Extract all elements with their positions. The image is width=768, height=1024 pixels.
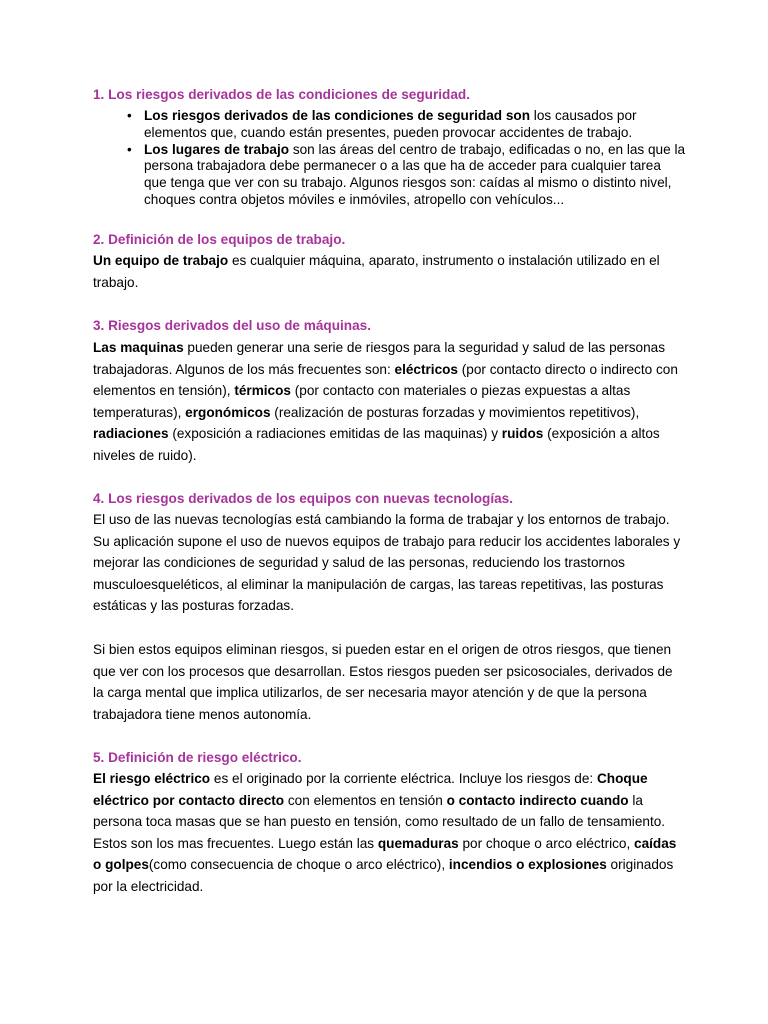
bold-term: ergonómicos xyxy=(185,404,271,420)
list-item xyxy=(126,108,686,142)
section-5-paragraph: El riesgo eléctrico es el originado por la corriente eléctrica. Incluye los riesgos de: Choque eléctrico por contacto directo con elementos en tensión o contacto indirecto cuando la persona toca masas que se han puesto en tensión, como resultado de un fallo de tensamiento. Estos son los mas frecuentes. Luego están las quemaduras por choque o arco eléctrico, caídas o golpes(como consecuencia de choque o arco eléctrico), incendios o explosiones originados por la electricidad. xyxy=(93,771,677,894)
bold-term: El riesgo eléctrico xyxy=(93,771,211,786)
bold-term: Los lugares de trabajo xyxy=(144,141,290,157)
section-3-paragraph: Las maquinas pueden generar una serie de riesgos para la seguridad y salud de las personas trabajadoras. Algunos de los más frecuentes son: eléctricos (por contacto directo o indirecto con elementos en tensión), térmicos (por contacto con materiales o piezas expuestas a altas temperaturas), ergonómicos (realización de posturas forzadas y movimientos repetitivos), radiaciones (exposición a radiaciones emitidas de las maquinas) y ruidos (exposición a altos niveles de ruido). xyxy=(93,340,678,463)
bold-term: o contacto indirecto cuando xyxy=(446,792,629,808)
bold-term: caídas o golpes xyxy=(93,835,677,873)
bold-term: Un equipo de trabajo xyxy=(93,253,229,268)
bullet-text: Los lugares de trabajo son las áreas del centro de trabajo, edificadas o no, en las que la persona trabajadora debe permanecer o a las que ha de acceder para cualquier tarea que tenga que ver con su trabajo. Algunos riesgos son: caídas al mismo o distinto nivel, choques contra objetos móviles e inmóviles, atropello con vehículos... xyxy=(144,141,686,207)
bold-term: radiaciones xyxy=(93,426,169,442)
bullet-icon: • xyxy=(127,141,132,157)
bullet-text: Los riesgos derivados de las condiciones de seguridad son los causados por elementos que, cuando están presentes, pueden provocar accidentes de trabajo. xyxy=(144,108,637,140)
bold-term: Choque eléctrico por contacto directo xyxy=(93,771,648,808)
section-1-bullet-list xyxy=(126,108,686,209)
section-1-heading: 1. Los riesgos derivados de las condiciones de seguridad. xyxy=(93,87,470,102)
section-4-heading: 4. Los riesgos derivados de los equipos con nuevas tecnologías. xyxy=(93,491,514,506)
bold-term: Los riesgos derivados de las condiciones de seguridad son xyxy=(144,108,531,123)
bold-term: térmicos xyxy=(234,383,291,399)
list-item xyxy=(126,142,686,209)
section-2-heading: 2. Definición de los equipos de trabajo. xyxy=(93,232,346,247)
bold-term: incendios o explosiones xyxy=(448,857,607,873)
section-3-heading: 3. Riesgos derivados del uso de máquinas. xyxy=(93,318,372,333)
bold-term: Las maquinas xyxy=(93,340,184,355)
section-5-heading: 5. Definición de riesgo eléctrico. xyxy=(93,750,302,765)
bold-term: eléctricos xyxy=(394,361,458,377)
bold-term: ruidos xyxy=(501,426,544,442)
section-4-paragraph-1: El uso de las nuevas tecnologías está cambiando la forma de trabajar y los entornos de trabajo. Su aplicación supone el uso de nuevos equipos de trabajo para reducir los accidentes laborales y mejorar las condiciones de seguridad y salud de las personas, reduciendo los trastornos musculoesqueléticos, al eliminar la manipulación de cargas, las tareas repetitivas, las posturas estáticas y las posturas forzadas. xyxy=(93,512,681,614)
section-2-paragraph: Un equipo de trabajo es cualquier máquina, aparato, instrumento o instalación utilizado en el trabajo. xyxy=(93,253,660,290)
section-4-paragraph-2: Si bien estos equipos eliminan riesgos, si pueden estar en el origen de otros riesgos, que tienen que ver con los procesos que desarrollan. Estos riesgos pueden ser psicosociales, derivados de la carga mental que implica utilizarlos, de ser necesaria mayor atención y de que la persona trabajadora tiene menos autonomía. xyxy=(93,642,673,722)
bullet-icon: • xyxy=(127,108,132,123)
bold-term: quemaduras xyxy=(377,835,459,851)
